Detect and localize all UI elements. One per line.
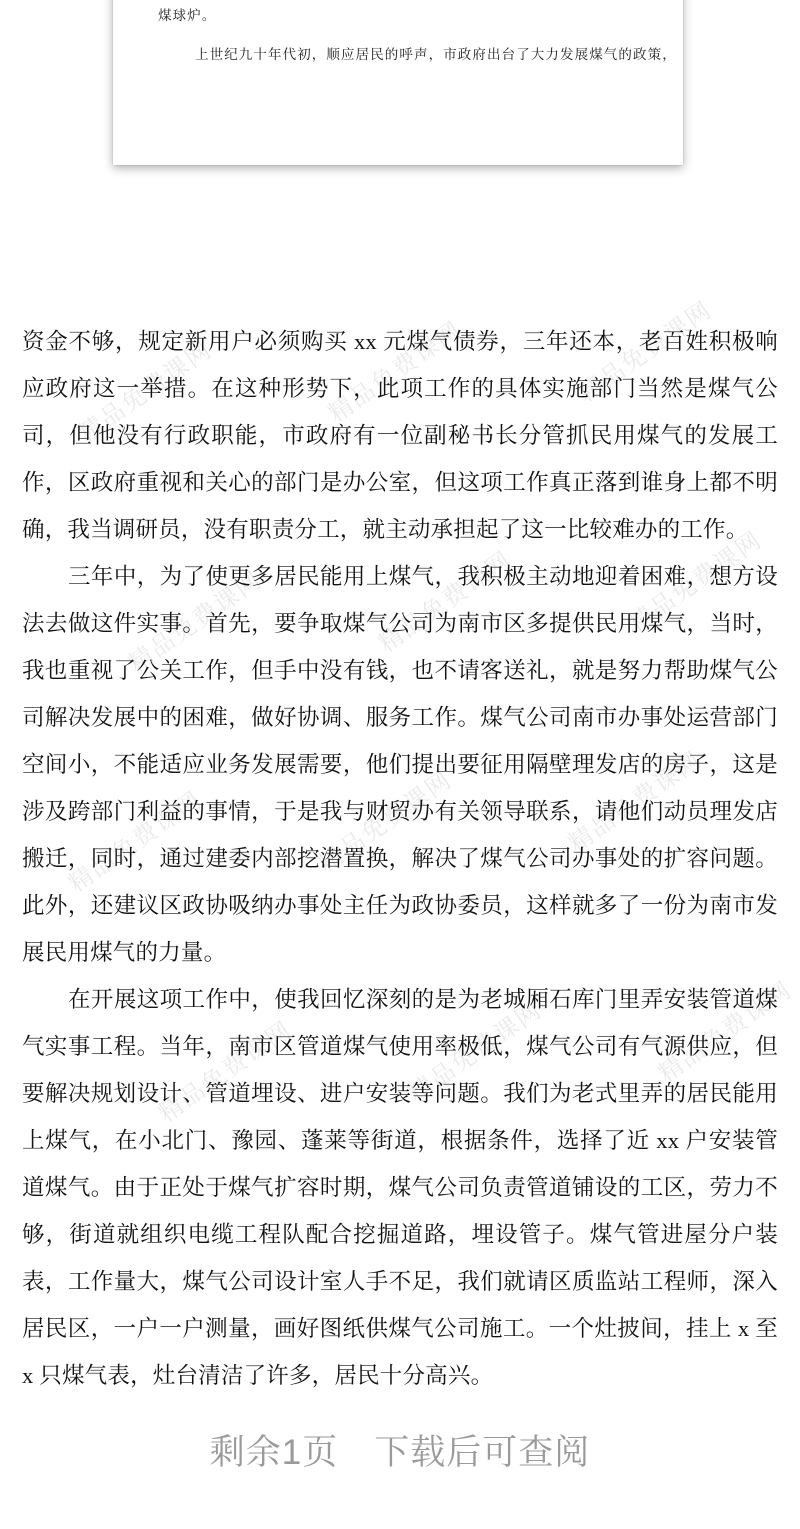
document-body xyxy=(22,318,778,1399)
watermark-text: 精品免费课网 xyxy=(374,546,518,658)
document-paragraph: 三年中，为了使更多居民能用上煤气，我积极主动地迎着困难，想方设法去做这件实事。首先，要争取煤气公司为南市区多提供民用煤气，当时，我也重视了公关工作，但手中没有钱，也不请客送礼，就是努力帮助煤气公司解决发展中的困难，做好协调、服务工作。煤气公司南市办事处运营部门空间小，不能适应业务发展需要，他们提出要征用隔壁理发店的房子，这是涉及跨部门利益的事情，于是我与财贸办有关领导联系，请他们动员理发店搬迁，同时，通过建委内部挖潜置换，解决了煤气公司办事处的扩容问题。此外，还建议区政协吸纳办事处主任为政协委员，这样就多了一份为南市发展民用煤气的力量。 xyxy=(22,564,778,965)
preview-paragraph-line-1: 煤球炉。 xyxy=(158,8,217,23)
watermark-text: 精品免费课网 xyxy=(404,996,548,1108)
watermark-text: 精品免费课网 xyxy=(124,566,268,678)
document-paragraph: 在开展这项工作中，使我回忆深刻的是为老城厢石库门里弄安装管道煤气实事工程。当年，南市区管道煤气使用率极低，煤气公司有气源供应，但要解决规划设计、管道埋设、进户安装等问题。我们为老式里弄的居民能用上煤气，在小北门、豫园、蓬莱等街道，根据条件，选择了近 xx 户安装管道煤气。由于正处于煤气扩容时期，煤气公司负责管道铺设的工区，劳力不够，街道就组织电缆工程队配合挖掘道路，埋设管子。煤气管进屋分户装表，工作量大，煤气公司设计室人手不足，我们就请区质监站工程师，深入居民区，一户一户测量，画好图纸供煤气公司施工。一个灶披间，挂上 x 至 x 只煤气表，灶台清洁了许多，居民十分高兴。 xyxy=(22,987,778,1388)
watermark-text: 精品免费课网 xyxy=(154,1016,298,1128)
watermark-text: 精品免费课网 xyxy=(314,766,458,878)
document-paragraph: 资金不够，规定新用户必须购买 xx 元煤气债券，三年还本，老百姓积极响应政府这一举措。在这种形势下，此项工作的具体实施部门当然是煤气公司，但他没有行政职能，市政府有一位副秘书长分管抓民用煤气的发展工作，区政府重视和关心的部门是办公室，但这项工作真正落到谁身上都不明确，我当调研员，没有职责分工，就主动承担起了这一比较难办的工作。 xyxy=(22,329,778,542)
watermark-text: 精品免费课网 xyxy=(654,976,798,1088)
remaining-pages-download-hint[interactable]: 剩余1页 下载后可查阅 xyxy=(209,1433,591,1472)
watermark-text: 精品免费课网 xyxy=(74,336,218,448)
document-preview-card xyxy=(113,0,683,165)
watermark-text: 精品免费课网 xyxy=(564,746,708,858)
watermark-text: 精品免费课网 xyxy=(324,316,468,428)
watermark-text: 精品免费课网 xyxy=(64,786,208,898)
preview-paragraph-line-2: 上世纪九十年代初，顺应居民的呼声，市政府出台了大力发展煤气的政策， xyxy=(195,47,677,62)
watermark-text: 精品免费课网 xyxy=(624,526,768,638)
page-footer xyxy=(0,1425,800,1475)
watermark-text: 精品免费课网 xyxy=(574,296,718,408)
